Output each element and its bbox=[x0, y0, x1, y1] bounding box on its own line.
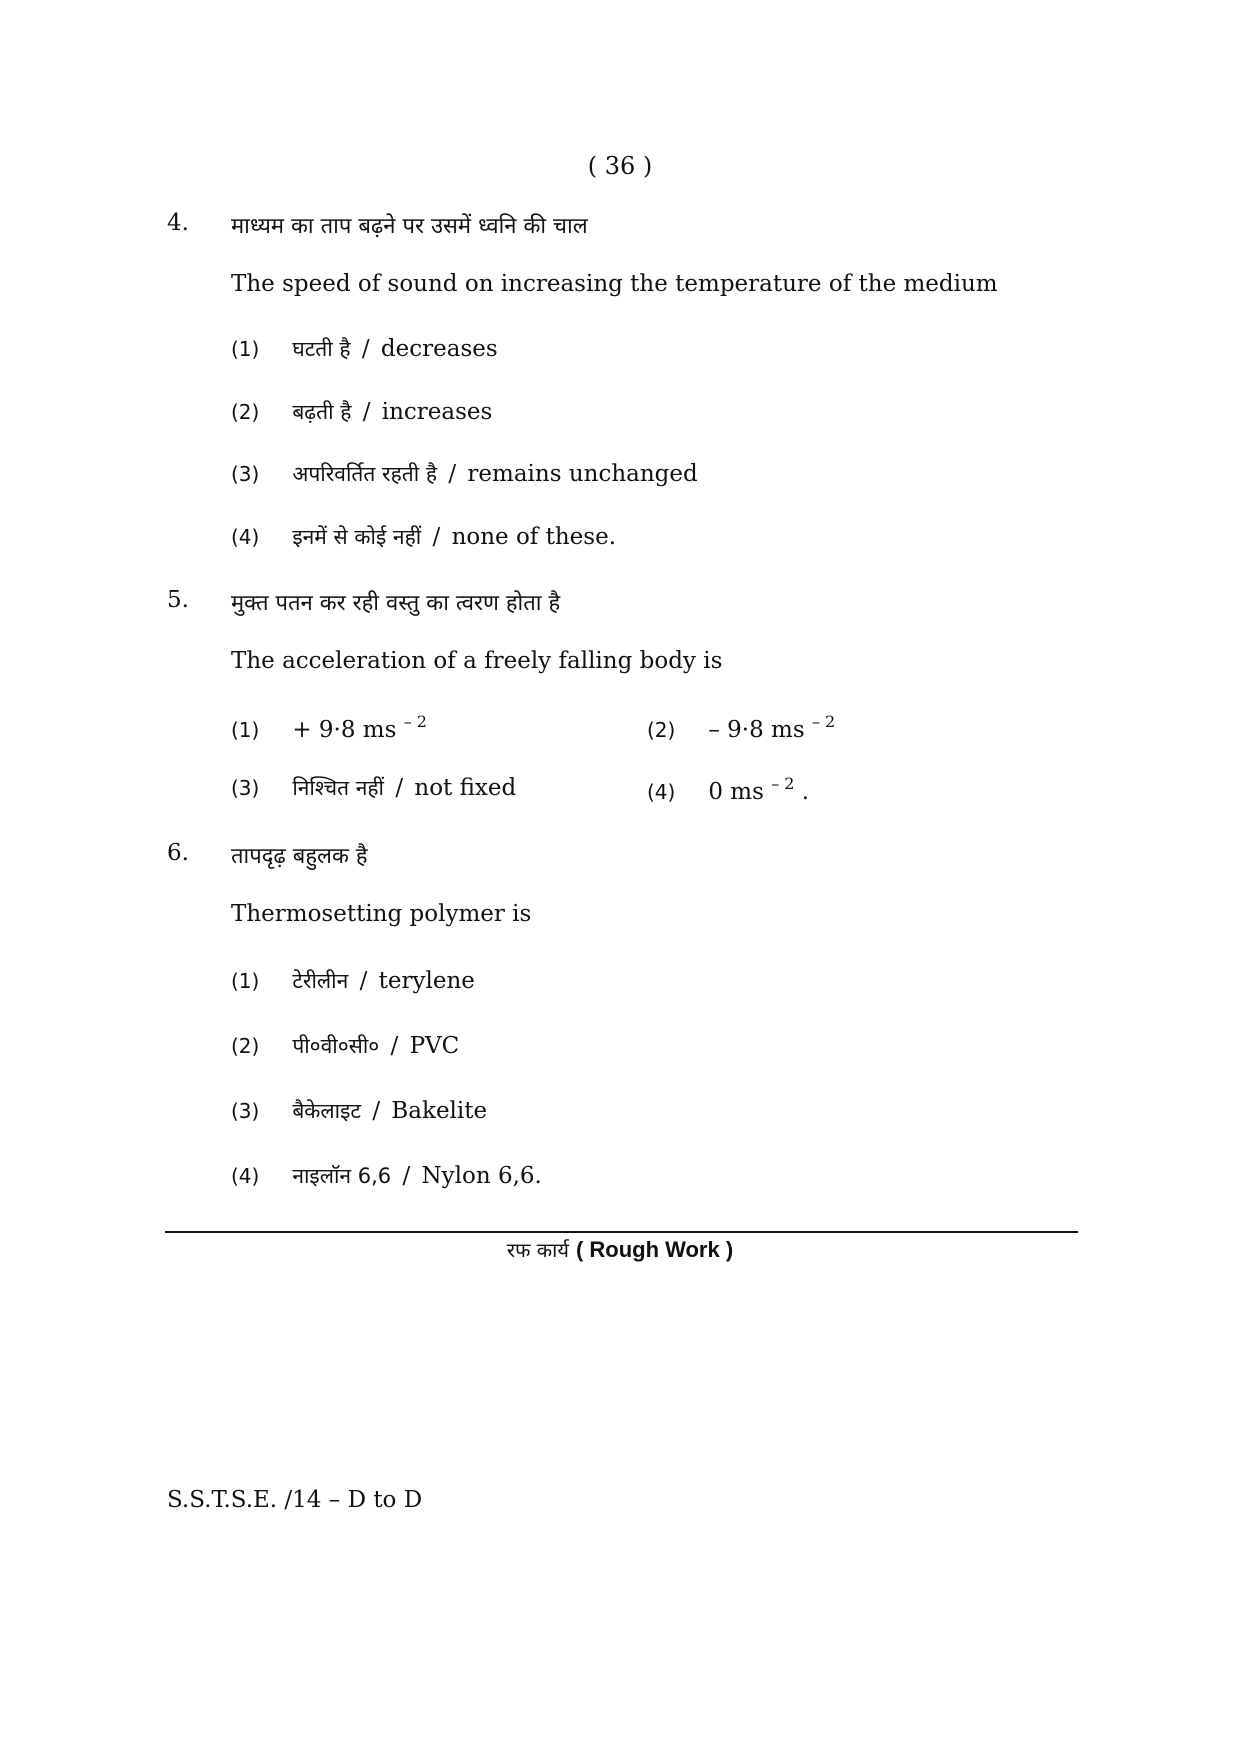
option-3 bbox=[231, 460, 698, 488]
option-text-hindi: निश्चित नहीं bbox=[292, 776, 384, 800]
option-number: (3) bbox=[231, 776, 260, 800]
option-1 bbox=[231, 335, 498, 363]
option-2 bbox=[647, 712, 835, 743]
paper-code: S.S.T.S.E. /14 – D to D bbox=[167, 1487, 423, 1513]
question-text-english: The speed of sound on increasing the temperature of the medium bbox=[231, 271, 998, 297]
option-4 bbox=[231, 1162, 542, 1190]
rough-work-divider bbox=[165, 1231, 1078, 1233]
option-text-english: Nylon 6,6. bbox=[421, 1163, 542, 1189]
option-text-english: Bakelite bbox=[391, 1098, 488, 1124]
option-text-english: terylene bbox=[378, 968, 475, 994]
option-separator: / bbox=[359, 968, 368, 994]
option-tail: . bbox=[801, 779, 810, 805]
option-value: + 9·8 ms bbox=[292, 717, 397, 743]
option-text-hindi: नाइलॉन 6,6 bbox=[292, 1164, 392, 1188]
option-text-english: not fixed bbox=[414, 775, 517, 801]
option-exponent: – 2 bbox=[403, 712, 427, 731]
option-text-english: remains unchanged bbox=[467, 461, 698, 487]
option-value: 0 ms bbox=[708, 779, 764, 805]
option-exponent: – 2 bbox=[771, 774, 795, 793]
option-separator: / bbox=[395, 775, 404, 801]
option-separator: / bbox=[362, 399, 371, 425]
option-number: (4) bbox=[231, 525, 260, 549]
option-exponent: – 2 bbox=[811, 712, 836, 731]
question-text-hindi: तापदृढ़ बहुलक है bbox=[231, 844, 368, 869]
option-number: (3) bbox=[231, 1099, 260, 1123]
option-number: (1) bbox=[231, 337, 260, 361]
option-number: (3) bbox=[231, 462, 260, 486]
option-separator: / bbox=[361, 336, 370, 362]
option-text-hindi: इनमें से कोई नहीं bbox=[292, 525, 422, 549]
option-number: (4) bbox=[647, 780, 676, 804]
option-separator: / bbox=[432, 524, 441, 550]
rough-work-label-hindi: रफ कार्य bbox=[506, 1238, 569, 1262]
option-number: (1) bbox=[231, 969, 260, 993]
option-separator: / bbox=[402, 1163, 411, 1189]
option-1 bbox=[231, 967, 475, 995]
option-text-english: PVC bbox=[409, 1033, 460, 1059]
option-2 bbox=[231, 1032, 459, 1060]
option-separator: / bbox=[390, 1033, 399, 1059]
rough-work-heading bbox=[0, 1236, 1240, 1263]
option-text-english: increases bbox=[381, 399, 493, 425]
question-number: 6. bbox=[167, 840, 189, 866]
option-3 bbox=[231, 1097, 487, 1125]
option-number: (4) bbox=[231, 1164, 260, 1188]
question-number: 4. bbox=[167, 210, 189, 236]
option-text-hindi: बैकेलाइट bbox=[292, 1099, 362, 1123]
option-1 bbox=[231, 712, 427, 743]
question-text-english: Thermosetting polymer is bbox=[231, 901, 532, 927]
option-text-hindi: टेरीलीन bbox=[292, 969, 349, 993]
question-text-english: The acceleration of a freely falling body is bbox=[231, 648, 723, 674]
option-text-hindi: अपरिवर्तित रहती है bbox=[292, 462, 438, 486]
option-2 bbox=[231, 398, 492, 426]
option-text-hindi: पी०वी०सी० bbox=[292, 1034, 380, 1058]
rough-work-label-english: ( Rough Work ) bbox=[575, 1237, 734, 1262]
question-text-hindi: मुक्त पतन कर रही वस्तु का त्वरण होता है bbox=[231, 591, 561, 616]
option-4 bbox=[647, 774, 809, 805]
option-number: (2) bbox=[647, 718, 676, 742]
question-text-hindi: माध्यम का ताप बढ़ने पर उसमें ध्वनि की चाल bbox=[231, 214, 588, 239]
page-number: ( 36 ) bbox=[587, 152, 653, 180]
option-3 bbox=[231, 774, 516, 802]
option-text-english: none of these. bbox=[451, 524, 617, 550]
option-number: (2) bbox=[231, 400, 260, 424]
option-text-hindi: बढ़ती है bbox=[292, 400, 352, 424]
option-number: (1) bbox=[231, 718, 260, 742]
option-4 bbox=[231, 523, 616, 551]
option-text-hindi: घटती है bbox=[292, 337, 351, 361]
option-text-english: decreases bbox=[380, 336, 498, 362]
option-value: – 9·8 ms bbox=[708, 717, 805, 743]
option-number: (2) bbox=[231, 1034, 260, 1058]
option-separator: / bbox=[372, 1098, 381, 1124]
option-separator: / bbox=[448, 461, 457, 487]
question-number: 5. bbox=[167, 587, 189, 613]
